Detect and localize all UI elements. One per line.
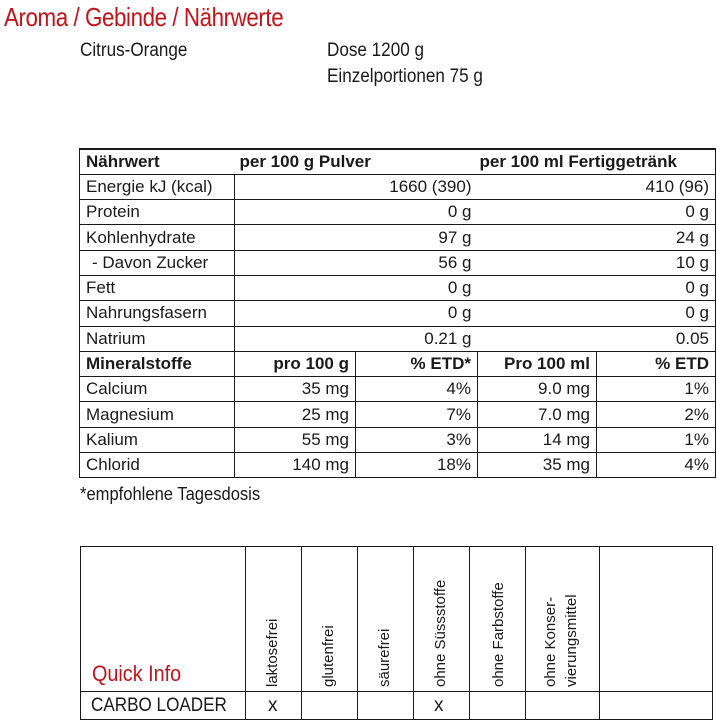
row-value-100ml: 410 (96): [478, 174, 716, 199]
mineral-label: Calcium: [80, 377, 235, 402]
mineral-100ml: 35 mg: [478, 453, 597, 478]
label-vierungsmittel: vierungsmittel: [563, 594, 580, 687]
product-name: CARBO LOADER: [91, 695, 227, 716]
table-row: [80, 174, 716, 199]
row-value-100ml: 0 g: [478, 200, 716, 225]
mineral-etd-100g: 3%: [356, 427, 478, 452]
label-laktosefrei: laktosefrei: [264, 618, 281, 687]
aroma-text: Citrus-Orange: [80, 40, 188, 61]
header-per-100g: per 100 g Pulver: [235, 149, 478, 174]
label-ohne-suessstoffe: ohne Süssstoffe: [432, 579, 449, 687]
label-ohne-farbstoffe: ohne Farbstoffe: [490, 582, 507, 687]
table-row: [80, 453, 716, 478]
row-value-100g: 97 g: [235, 225, 478, 250]
mineral-etd-100ml: 1%: [597, 377, 716, 402]
quick-divider: [469, 547, 470, 720]
quick-info-title: Quick Info: [92, 661, 182, 686]
row-value-100ml: 0.05: [478, 326, 716, 351]
row-value-100ml: 10 g: [478, 250, 716, 275]
row-value-100g: 0.21 g: [235, 326, 478, 351]
mineral-100g: 140 mg: [235, 453, 356, 478]
table-row: [80, 301, 716, 326]
row-value-100ml: 0 g: [478, 301, 716, 326]
mineral-etd-100ml: 1%: [597, 427, 716, 452]
row-value-100ml: 24 g: [478, 225, 716, 250]
quick-divider: [357, 547, 358, 720]
row-label: Protein: [80, 200, 235, 225]
row-label: Natrium: [80, 326, 235, 351]
mineral-100g: 25 mg: [235, 402, 356, 427]
mineral-etd-100g: 7%: [356, 402, 478, 427]
quick-divider: [599, 547, 600, 720]
row-value-100g: 56 g: [235, 250, 478, 275]
minerals-header-row: [80, 351, 716, 376]
quick-divider: [301, 547, 302, 720]
quick-divider: [413, 547, 414, 720]
quick-divider: [245, 547, 246, 720]
page-title: Aroma / Gebinde / Nährwerte: [4, 2, 284, 32]
table-row: [80, 377, 716, 402]
header-mineralstoffe: Mineralstoffe: [80, 351, 235, 376]
nutrition-header-row: [80, 149, 716, 174]
table-row: [80, 326, 716, 351]
mineral-etd-100g: 4%: [356, 377, 478, 402]
quick-row-divider: [81, 691, 712, 692]
table-row: [80, 275, 716, 300]
package-can: Dose 1200 g: [327, 40, 424, 61]
quick-divider: [525, 547, 526, 720]
mineral-etd-100ml: 2%: [597, 402, 716, 427]
table-row: [80, 402, 716, 427]
row-value-100g: 0 g: [235, 200, 478, 225]
row-value-100g: 1660 (390): [235, 174, 478, 199]
table-row: [80, 427, 716, 452]
header-etd-100ml: % ETD: [597, 351, 716, 376]
label-ohne-konser: ohne Konser-: [542, 596, 559, 687]
mineral-100g: 55 mg: [235, 427, 356, 452]
footnote: *empfohlene Tagesdosis: [80, 484, 261, 504]
mineral-100ml: 9.0 mg: [478, 377, 597, 402]
mineral-label: Chlorid: [80, 453, 235, 478]
row-label: Nahrungsfasern: [80, 301, 235, 326]
row-label: Kohlenhydrate: [80, 225, 235, 250]
row-value-100ml: 0 g: [478, 275, 716, 300]
table-row: [80, 250, 716, 275]
mineral-100g: 35 mg: [235, 377, 356, 402]
mark-laktosefrei: x: [268, 695, 278, 716]
header-pro-100g: pro 100 g: [235, 351, 356, 376]
mark-ohne-suessstoffe: x: [434, 695, 444, 716]
mineral-label: Kalium: [80, 427, 235, 452]
label-glutenfrei: glutenfrei: [320, 625, 337, 687]
mineral-label: Magnesium: [80, 402, 235, 427]
row-label: - Davon Zucker: [80, 250, 235, 275]
mineral-100ml: 14 mg: [478, 427, 597, 452]
mineral-etd-100g: 18%: [356, 453, 478, 478]
row-value-100g: 0 g: [235, 301, 478, 326]
mineral-etd-100ml: 4%: [597, 453, 716, 478]
quick-info-box: [80, 546, 713, 720]
header-per-100ml: per 100 ml Fertiggetränk: [478, 149, 716, 174]
header-naehrwert: Nährwert: [80, 149, 235, 174]
header-pro-100ml: Pro 100 ml: [478, 351, 597, 376]
package-portions: Einzelportionen 75 g: [327, 66, 483, 87]
table-row: [80, 200, 716, 225]
header-etd-100g: % ETD*: [356, 351, 478, 376]
row-value-100g: 0 g: [235, 275, 478, 300]
nutrition-table: [79, 148, 716, 478]
row-label: Fett: [80, 275, 235, 300]
table-row: [80, 225, 716, 250]
mineral-100ml: 7.0 mg: [478, 402, 597, 427]
label-saeurefrei: säurefrei: [376, 628, 393, 687]
row-label: Energie kJ (kcal): [80, 174, 235, 199]
